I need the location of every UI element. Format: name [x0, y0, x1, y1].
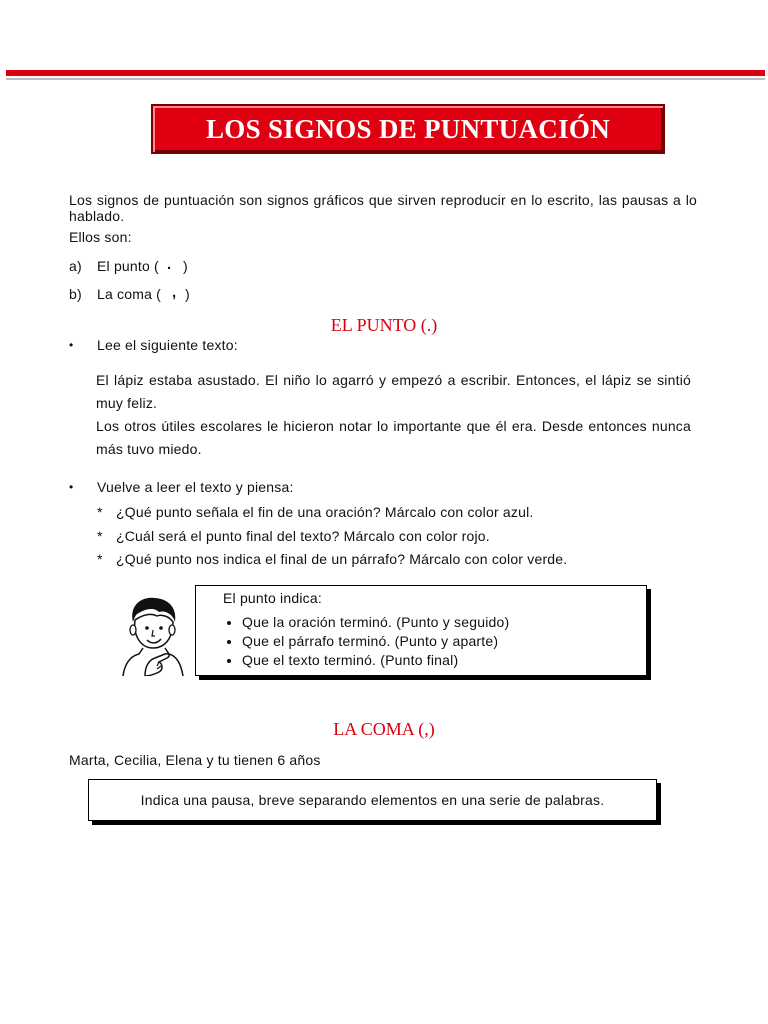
info-box-title: El punto indica:: [223, 590, 322, 606]
coma-info-box: [88, 779, 657, 821]
question-item: ¿Qué punto señala el fin de una oración? Márcalo con color azul.: [116, 504, 534, 520]
title-banner: [151, 104, 665, 154]
bullet-icon: •: [69, 338, 74, 352]
coma-info-text: Indica una pausa, breve separando elementos en una serie de palabras.: [140, 792, 605, 808]
question-item: ¿Cuál será el punto final del texto? Márcalo con color rojo.: [116, 528, 490, 544]
reading-text: [96, 369, 691, 461]
punto-mark: .: [167, 256, 172, 273]
question-item: ¿Qué punto nos indica el final de un párrafo? Márcalo con color verde.: [116, 551, 568, 567]
instruction-read: Lee el siguiente texto:: [97, 337, 238, 353]
heading-el-punto: EL PUNTO (.): [330, 315, 438, 335]
top-rule-gray: [6, 78, 765, 80]
reading-paragraph: El lápiz estaba asustado. El niño lo agarró y empezó a escribir. Entonces, el lápiz se sintió muy feliz.: [96, 372, 691, 411]
instruction-reread: Vuelve a leer el texto y piensa:: [97, 479, 294, 495]
info-box-item: • Que el párrafo terminó. (Punto y aparte): [242, 632, 509, 651]
list-close: ): [185, 286, 190, 302]
punto-info-box: [195, 585, 647, 676]
info-box-list: [224, 613, 509, 670]
info-box-item: • Que la oración terminó. (Punto y seguido): [242, 613, 509, 632]
intro-ellos: Ellos son:: [69, 229, 132, 245]
bullet-icon: •: [69, 480, 74, 494]
star-icon: *: [97, 551, 103, 567]
coma-example: Marta, Cecilia, Elena y tu tienen 6 años: [69, 752, 321, 768]
coma-mark: ,: [172, 284, 177, 301]
list-text: El punto (: [97, 258, 159, 274]
intro-paragraph: Los signos de puntuación son signos gráficos que sirven reproducir en lo escrito, las pausas a lo hablado.: [69, 192, 697, 224]
star-icon: *: [97, 504, 103, 520]
page-title: LOS SIGNOS DE PUNTUACIÓN: [205, 113, 611, 144]
star-icon: *: [97, 528, 103, 544]
top-rule-red: [6, 70, 765, 76]
list-letter: a): [69, 258, 82, 274]
list-text: La coma (: [97, 286, 162, 302]
info-box-item: • Que el texto terminó. (Punto final): [242, 651, 509, 670]
reading-paragraph: Los otros útiles escolares le hicieron notar lo importante que él era. Desde entonces nunca más tuvo miedo.: [96, 418, 691, 457]
list-letter: b): [69, 286, 82, 302]
heading-la-coma: LA COMA (,): [333, 719, 435, 739]
boy-pointing-illustration: [119, 592, 185, 676]
list-close: ): [183, 258, 188, 274]
